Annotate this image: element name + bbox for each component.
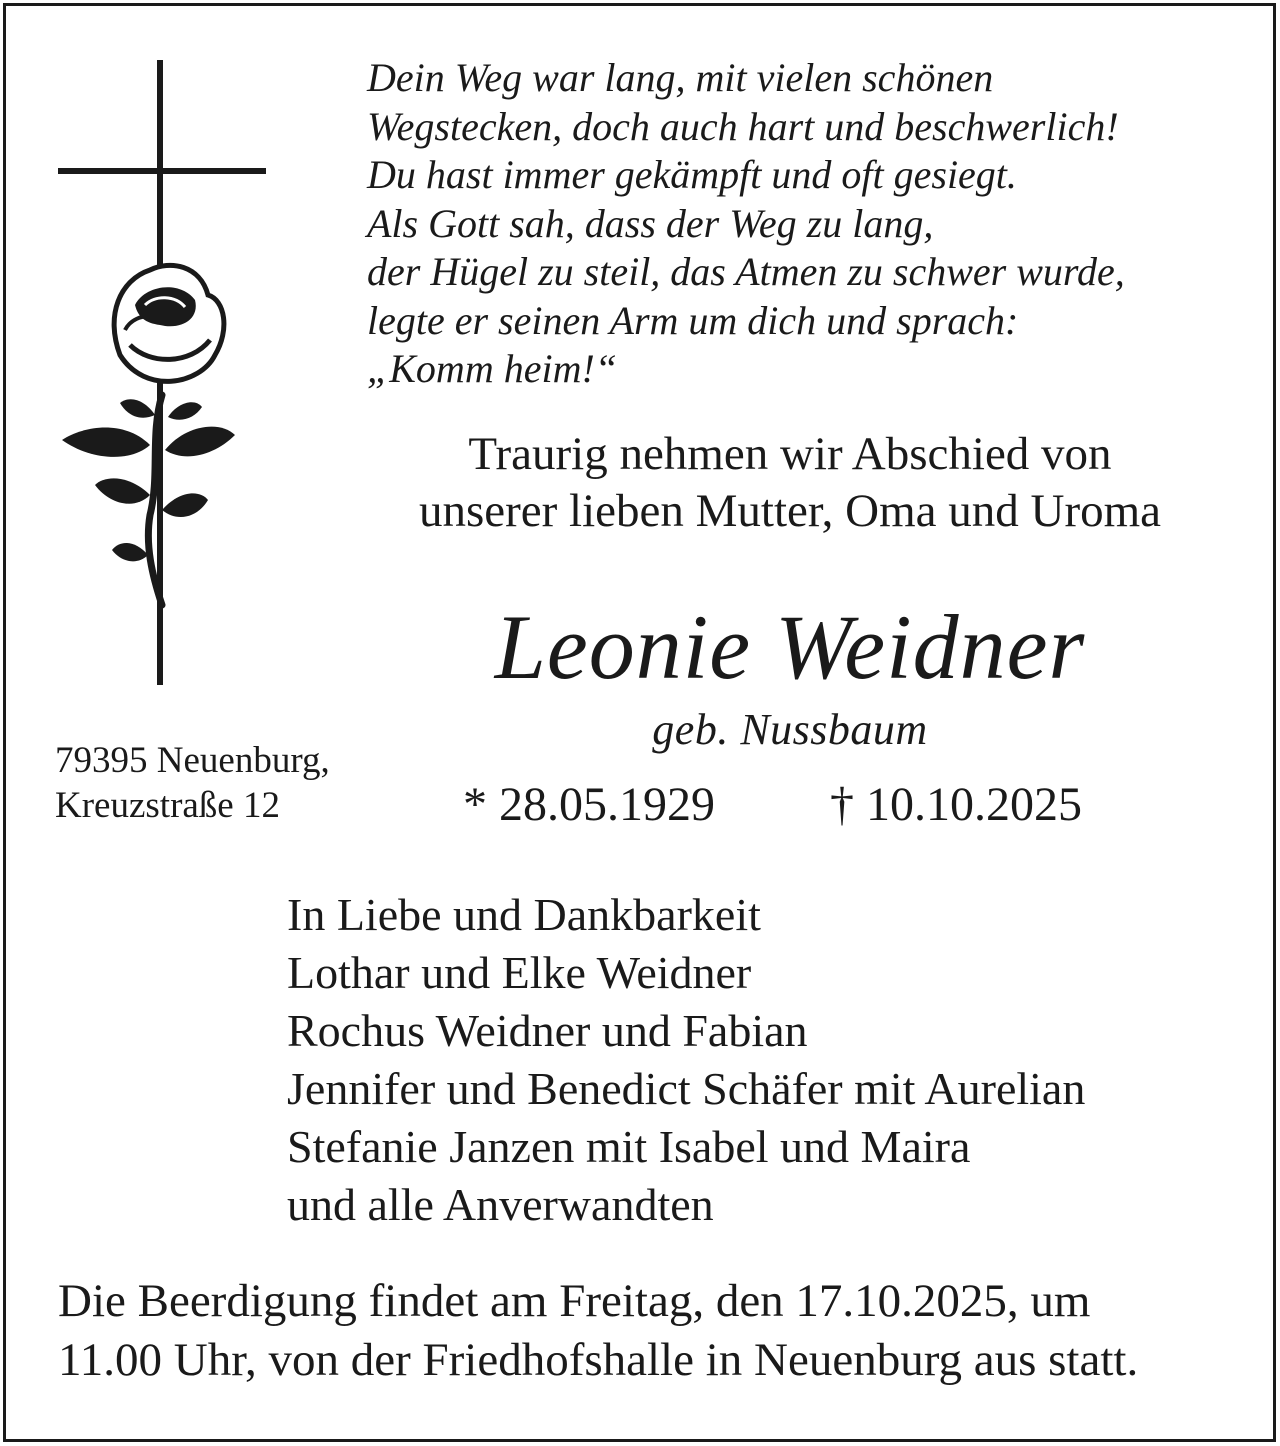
poem — [367, 54, 1247, 394]
death-date: † 10.10.2025 — [830, 778, 1082, 831]
poem-line: legte er seinen Arm um dich und sprach: — [367, 297, 1019, 343]
mourner-line: Lothar und Elke Weidner — [287, 947, 752, 998]
poem-line: Du hast immer gekämpft und oft gesiegt. — [367, 152, 1017, 197]
mourner-line: In Liebe und Dankbarkeit — [287, 889, 761, 940]
cross-horizontal-beam — [58, 168, 266, 174]
deceased-name: Leonie Weidner — [494, 596, 1086, 698]
mourner-line: Rochus Weidner und Fabian — [287, 1005, 808, 1056]
funeral-line: Die Beerdigung findet am Freitag, den 17.10.2025, um — [58, 1275, 1091, 1327]
mourner-line: Stefanie Janzen mit Isabel und Maira — [287, 1121, 971, 1172]
poem-line: Dein Weg war lang, mit vielen schönen — [367, 55, 994, 100]
cross-with-rose-icon — [50, 55, 280, 690]
poem-line: Wegstecken, doch auch hart und beschwerlich! — [367, 103, 1119, 149]
address — [55, 738, 330, 828]
mourners-list — [287, 886, 1085, 1234]
address-line-1: 79395 Neuenburg, — [55, 740, 330, 781]
birth-date: * 28.05.1929 — [463, 778, 715, 831]
address-line-2: Kreuzstraße 12 — [55, 785, 280, 826]
mourner-line: Jennifer und Benedict Schäfer mit Aurelian — [287, 1063, 1086, 1114]
intro-line: unserer lieben Mutter, Oma und Uroma — [418, 485, 1162, 537]
rose-bloom — [114, 265, 224, 381]
poem-line: „Komm heim!“ — [367, 346, 618, 391]
mourner-line: und alle Anverwandten — [287, 1179, 714, 1230]
intro-line: Traurig nehmen wir Abschied von — [468, 428, 1112, 480]
maiden-name: geb. Nussbaum — [652, 705, 928, 754]
poem-line: Als Gott sah, dass der Weg zu lang, — [367, 200, 934, 246]
farewell-intro — [340, 426, 1240, 540]
funeral-info — [58, 1272, 1138, 1390]
funeral-line: 11.00 Uhr, von der Friedhofshalle in Neuenburg aus statt. — [58, 1334, 1139, 1386]
poem-line: der Hügel zu steil, das Atmen zu schwer wurde, — [367, 249, 1125, 294]
